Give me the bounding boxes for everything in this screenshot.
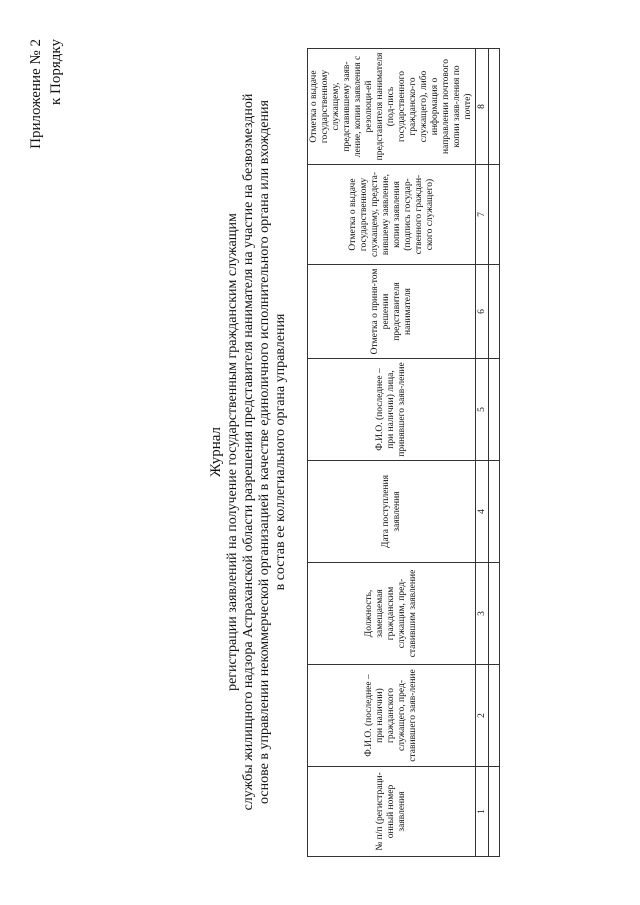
col-number-3: 3 <box>476 563 489 665</box>
journal-heading <box>208 17 289 887</box>
empty-cell <box>489 265 500 359</box>
heading-line-3: основе в управлении некоммерческой организацией в качестве единоличного исполнительного органа или вхождения <box>257 100 272 804</box>
heading-line-1: регистрации заявлений на получение государственным гражданским служащим <box>225 213 240 691</box>
journal-table <box>307 48 500 857</box>
col-header-employee-name: Ф.И.О. (последнее – при наличии) гражданского служащего, пред-ставившего заяв-ление <box>308 665 476 767</box>
empty-cell <box>489 359 500 461</box>
empty-cell <box>489 49 500 165</box>
col-number-2: 2 <box>476 665 489 767</box>
col-number-6: 6 <box>476 265 489 359</box>
empty-cell <box>489 665 500 767</box>
col-number-7: 7 <box>476 165 489 265</box>
heading-line-4: в состав ее коллегиального органа управления <box>273 313 288 591</box>
col-header-receipt-date: Дата поступления заявления <box>308 461 476 563</box>
col-number-5: 5 <box>476 359 489 461</box>
empty-cell <box>489 461 500 563</box>
col-header-position: Должность, замещаемая гражданским служащим, пред-ставившим заявление <box>308 563 476 665</box>
appendix-note <box>26 39 66 149</box>
col-number-1: 1 <box>476 767 489 857</box>
appendix-reference: к Порядку <box>48 39 64 105</box>
col-header-receiver-name: Ф.И.О. (последнее – при наличии) лица, принявшего заяв-ление <box>308 359 476 461</box>
col-number-8: 8 <box>476 49 489 165</box>
number-row <box>476 49 489 857</box>
empty-entry-row <box>489 49 500 857</box>
appendix-number: Приложение № 2 <box>28 39 44 149</box>
empty-cell <box>489 563 500 665</box>
heading-line-2: службы жилищного надзора Астраханской области разрешения представителя нанимателя на участие на безвозмездной <box>241 93 256 811</box>
header-row <box>308 49 476 857</box>
col-header-decision-mark: Отметка о приня-том решении представителя нанимателя <box>308 265 476 359</box>
col-header-registration-number: № п/п (регистраци-онный номер заявления <box>308 767 476 857</box>
col-number-4: 4 <box>476 461 489 563</box>
empty-cell <box>489 767 500 857</box>
document-page <box>20 17 620 887</box>
journal-title: Журнал <box>208 427 224 478</box>
empty-cell <box>489 165 500 265</box>
col-header-resolution-copy-mark: Отметка о выдаче государственному служащему, представившему заяв-ление, копии заявления с резолюци-ей представителя нанимателя (под-пись государственного гражданско-го служащего), либо информация о направлении почтового копии заяв-ления по почте) <box>308 49 476 165</box>
col-header-copy-issued-mark: Отметка о выдаче государственному служащему, предста-вившему заявление, копии заявления (подпись государ-ственного граждан-ского служащего) <box>308 165 476 265</box>
